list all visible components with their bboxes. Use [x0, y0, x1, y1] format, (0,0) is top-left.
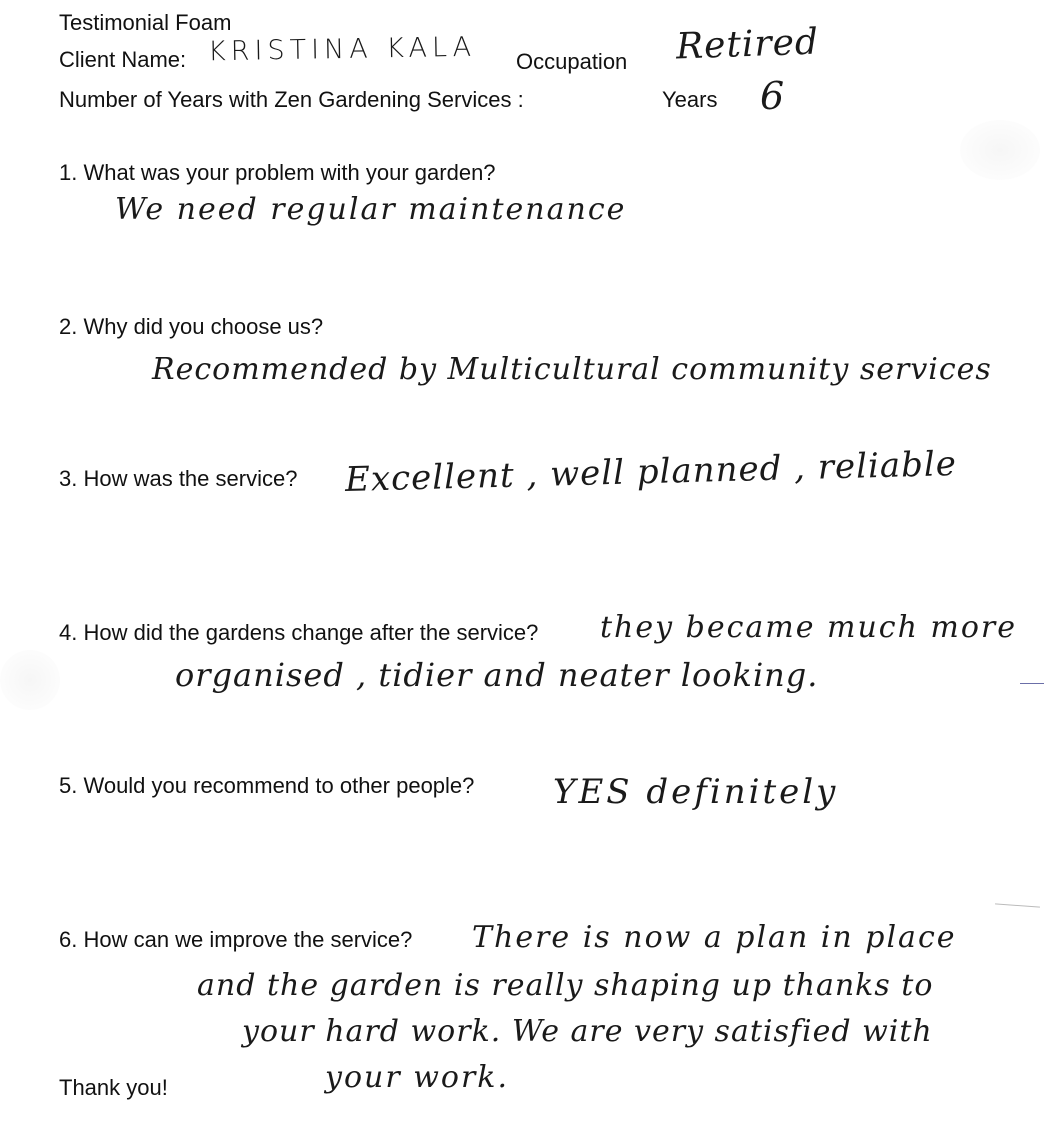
client-name-value: KRISTINA KALA — [207, 31, 477, 68]
answer-1-line-1: We need regular maintenance — [115, 192, 627, 227]
answer-5-line-1: YES definitely — [553, 772, 839, 812]
answer-2-line-1: Recommended by Multicultural community services — [152, 352, 992, 387]
scan-smudge — [0, 650, 60, 710]
answer-6-line-3: your hard work. We are very satisfied with — [242, 1014, 933, 1049]
occupation-label: Occupation — [516, 49, 628, 74]
question-5-label: 5. Would you recommend to other people? — [59, 773, 475, 798]
answer-6-line-1: There is now a plan in place — [472, 920, 957, 955]
question-1-label: 1. What was your problem with your garden? — [59, 160, 496, 185]
closing-text: Thank you! — [59, 1075, 168, 1100]
years-label: Years — [662, 87, 718, 112]
answer-6-line-4: your work. — [325, 1060, 510, 1095]
question-3-label: 3. How was the service? — [59, 466, 298, 491]
question-4-label: 4. How did the gardens change after the service? — [59, 620, 539, 645]
answer-4-line-1: they became much more — [600, 610, 1018, 645]
occupation-value: Retired — [675, 21, 820, 68]
stray-pen-mark — [1020, 683, 1044, 684]
years-value: 6 — [760, 74, 786, 118]
question-2-label: 2. Why did you choose us? — [59, 314, 324, 339]
years-question: Number of Years with Zen Gardening Services : — [59, 87, 524, 112]
answer-3-line-1: Excellent , well planned , reliable — [344, 443, 958, 501]
question-6-label: 6. How can we improve the service? — [59, 927, 413, 952]
scan-smudge — [960, 120, 1040, 180]
client-name-label: Client Name: — [59, 47, 187, 72]
answer-6-line-2: and the garden is really shaping up thanks to — [197, 968, 934, 1003]
form-title: Testimonial Foam — [59, 10, 232, 35]
answer-4-line-2: organised , tidier and neater looking. — [175, 656, 819, 694]
stray-pen-mark — [995, 903, 1040, 907]
